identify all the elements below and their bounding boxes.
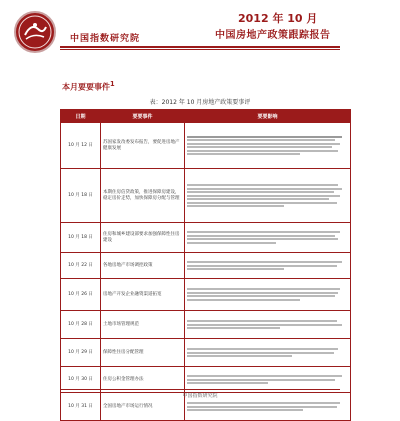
row-impact <box>185 311 351 339</box>
table-caption: 表：2012 年 10 月房地产政策要事评 <box>149 99 251 106</box>
row-date: 10 月 12 日 <box>61 123 101 169</box>
row-event: 住房公积金管理办法 <box>101 367 185 393</box>
row-impact <box>185 123 351 169</box>
row-date: 10 月 31 日 <box>61 393 101 421</box>
table-row <box>61 279 351 311</box>
table-row <box>61 223 351 253</box>
row-event: 全国房地产市场运行情况 <box>101 393 185 421</box>
row-date: 10 月 18 日 <box>61 169 101 223</box>
seal-graphic <box>16 13 54 51</box>
row-impact <box>185 339 351 367</box>
institute-seal-icon <box>14 11 56 53</box>
row-event: 房地产开发企业融资渠道拓宽 <box>101 279 185 311</box>
row-impact <box>185 279 351 311</box>
row-date: 10 月 18 日 <box>61 223 101 253</box>
table-row <box>61 123 351 169</box>
row-impact <box>185 223 351 253</box>
report-title: 中国房地产政策跟踪报告 <box>215 30 331 41</box>
row-date: 10 月 28 日 <box>61 311 101 339</box>
table-row <box>61 311 351 339</box>
policy-events-table <box>60 109 351 421</box>
row-event: 本期住房信贷政策，推进保障房建设，稳定房价走势，加快保障房分配与管理 <box>101 169 185 223</box>
row-event: 各地房地产市场调控政策 <box>101 253 185 279</box>
row-event: 住房和城乡建设部要求加强保障性住房建设 <box>101 223 185 253</box>
header-rule-thin <box>60 49 340 50</box>
footer-rule <box>60 389 340 390</box>
row-date: 10 月 26 日 <box>61 279 101 311</box>
column-header-event: 要要事件 <box>101 110 185 123</box>
org-name: 中国指数研究院 <box>70 34 141 44</box>
row-event: 土地市场管理规范 <box>101 311 185 339</box>
header-rule <box>60 46 340 48</box>
table-row <box>61 253 351 279</box>
report-date: 2012 年 10 月 <box>238 12 318 25</box>
column-header-date: 日期 <box>61 110 101 123</box>
column-header-impact: 要要影响 <box>185 110 351 123</box>
table-row <box>61 339 351 367</box>
row-date: 10 月 22 日 <box>61 253 101 279</box>
row-impact <box>185 253 351 279</box>
footnote-mark: 1 <box>110 80 115 88</box>
row-date: 10 月 30 日 <box>61 367 101 393</box>
row-date: 10 月 29 日 <box>61 339 101 367</box>
row-event: 保障性住房分配管理 <box>101 339 185 367</box>
section-heading-text: 本月要要事件 <box>62 82 110 92</box>
table-header-row <box>61 110 351 123</box>
row-event: 苏国家发改委发布报告，要促进房地产健康发展 <box>101 123 185 169</box>
section-heading <box>62 80 115 93</box>
page-footer: 中国指数研究院 <box>182 393 218 399</box>
table-row <box>61 169 351 223</box>
row-impact <box>185 169 351 223</box>
